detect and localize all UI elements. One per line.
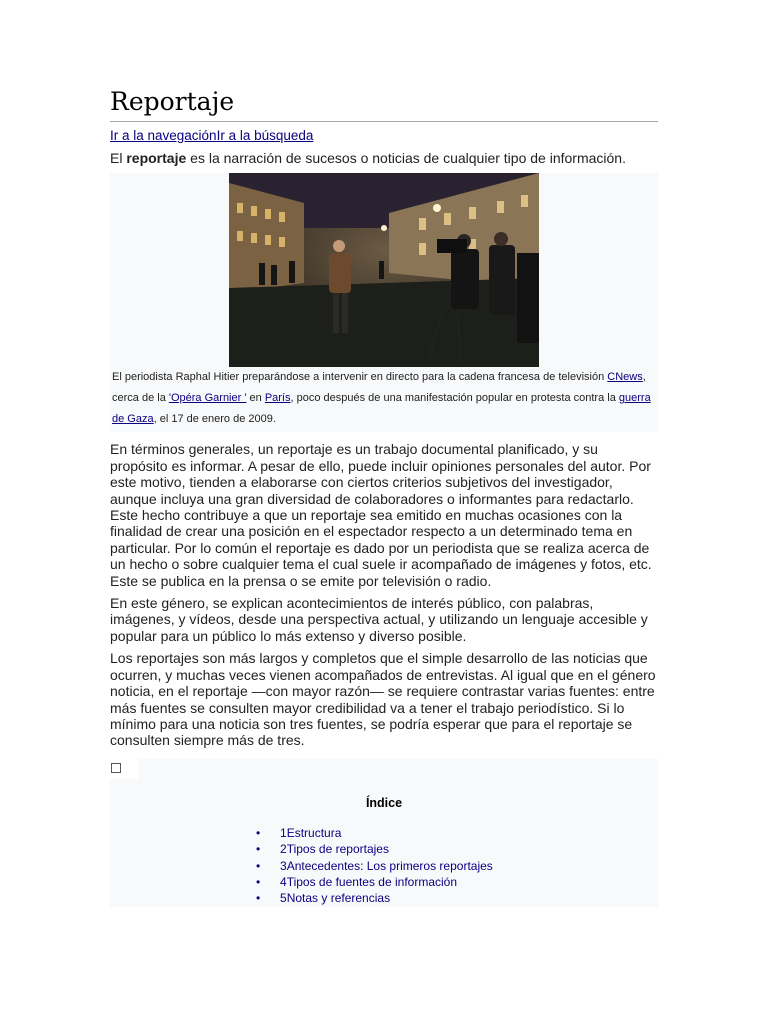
page-title: Reportaje <box>110 86 658 122</box>
toc-item-number: 2 <box>280 842 287 857</box>
toc-item-number: 5 <box>280 891 287 906</box>
opera-garnier-link[interactable]: 'Opéra Garnier ' <box>168 392 247 405</box>
toc-item-tipos-de-reportajes[interactable] <box>256 841 658 857</box>
cnews-link[interactable]: CNews <box>607 371 643 384</box>
caption-text: , el 17 de enero de 2009. <box>153 413 276 426</box>
street-lamp <box>433 204 441 212</box>
caption-text: , cerca de la <box>112 371 646 405</box>
toc-item-number: 4 <box>280 874 287 889</box>
toc-item-number: 3 <box>280 858 287 873</box>
table-of-contents <box>110 759 658 907</box>
intro-text-before: El <box>110 150 127 166</box>
bullet-icon: • <box>256 874 261 889</box>
skip-to-search-link[interactable]: Ir a la búsqueda <box>216 128 314 143</box>
toc-item-label: Antecedentes: Los primeros reportajes <box>286 858 493 873</box>
street-lamp <box>381 225 387 231</box>
toc-toggle-checkbox[interactable] <box>111 763 121 773</box>
caption-text: en <box>246 392 265 405</box>
toc-item-estructura[interactable] <box>256 825 658 841</box>
figure-caption <box>110 367 658 430</box>
skip-to-navigation-link[interactable]: Ir a la navegación <box>110 128 217 143</box>
bullet-icon: • <box>256 825 261 840</box>
skip-links <box>110 128 658 144</box>
caption-text: El periodista Raphal Hitier preparándose a intervenir en directo para la cadena francesa de televisión <box>112 371 608 384</box>
toc-item-label: Notas y referencias <box>286 891 391 906</box>
figure <box>110 173 658 432</box>
gaza-war-link[interactable]: guerra de Gaza <box>112 392 651 426</box>
toc-item-label: Tipos de fuentes de información <box>286 874 458 889</box>
reporter-photo[interactable] <box>229 173 539 367</box>
body-paragraph: En términos generales, un reportaje es un trabajo documental planificado, y su propósito es informar. A pesar de ello, puede incluir opiniones personales del autor. Por este motivo, tienden a elaborarse con ciertos criterios subjetivos del investigador, aunque incluya una gran diversidad de colaboradores o informantes para redactarlo. Este hecho contribuye a que un reportaje sea emitido en muchas ocasiones con la finalidad de crear una posición en el espectador respecto a un determinado tema en particular. Por lo común el reportaje es dado por un periodista que se realiza acerca de un hecho o sobre cualquier tema el cual suele ir acompañado de imágenes y fotos, etc. Este se publica en la prensa o se emite por televisión o radio. <box>110 441 652 589</box>
toc-item-label: Tipos de reportajes <box>286 842 389 857</box>
toc-item-number: 1 <box>280 825 287 840</box>
bullet-icon: • <box>256 891 261 906</box>
body-paragraph: En este género, se explican acontecimientos de interés público, con palabras, imágenes, y vídeos, desde una perspectiva actual, y utilizando un lenguaje accesible y popular para un público lo más extenso y diverso posible. <box>110 595 648 644</box>
caption-text: , poco después de una manifestación popular en protesta contra la <box>290 392 619 405</box>
paris-link[interactable]: París <box>264 392 291 405</box>
toc-item-label: Estructura <box>286 825 342 840</box>
intro-text-after: es la narración de sucesos o noticias de cualquier tipo de información. <box>186 150 626 166</box>
toc-item-notas-y-referencias[interactable] <box>256 890 658 906</box>
bullet-icon: • <box>256 842 261 857</box>
bullet-icon: • <box>256 858 261 873</box>
toc-list <box>256 825 658 907</box>
article <box>110 78 658 907</box>
toc-item-antecedentes[interactable] <box>256 858 658 874</box>
intro-paragraph <box>110 150 658 166</box>
body-paragraph: Los reportajes son más largos y completos que el simple desarrollo de las noticias que ocurren, y muchas veces vienen acompañados de entrevistas. Al igual que en el género noticia, en el reportaje —con mayor razón— se requiere contrastar varias fuentes: entre más fuentes se consulten mayor credibilidad va a tener el trabajo periodístico. Si lo mínimo para una noticia son tres fuentes, se podría esperar que para el reportaje se consulten siempre más de tres. <box>110 650 656 749</box>
intro-term: reportaje <box>126 150 187 166</box>
toc-item-tipos-de-fuentes[interactable] <box>256 874 658 890</box>
toc-title: Índice <box>365 795 403 810</box>
